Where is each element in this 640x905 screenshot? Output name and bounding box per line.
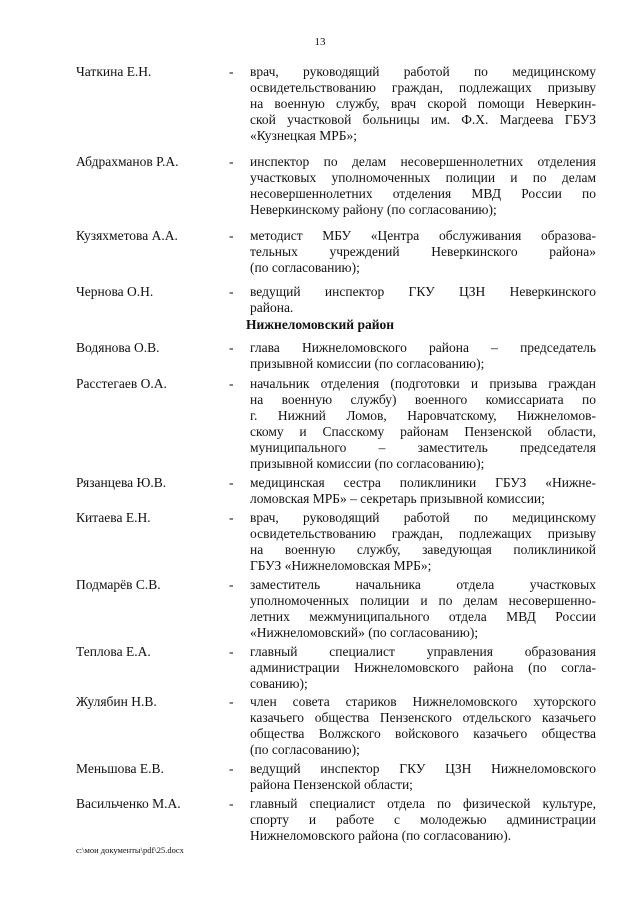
dash-separator: - [229,475,234,490]
member-role [250,475,596,507]
role-line: глава Нижнеломовского района – председатель [250,340,596,355]
role-line: сованию); [250,676,308,692]
role-line: врач, руководящий работой по медицинскому [250,510,596,525]
role-line: освидетельствованию граждан, подлежащих призыву [250,526,596,542]
member-role [250,577,596,641]
dash-separator: - [229,64,234,79]
role-line: (по согласованию); [250,742,360,758]
role-line: медицинская сестра поликлиники ГБУЗ «Нижне- [250,475,596,490]
role-line: ской участковой больницы им. Ф.Х. Магдеева ГБУЗ [250,112,596,128]
role-line: ломовская МРБ» – секретарь призывной комиссии; [250,491,545,507]
member-name: Расстегаев О.А. [76,376,167,391]
member-role [250,154,596,218]
role-line: казачьего общества Пензенского отдельского казачьего [250,710,596,726]
member-name: Меньшова Е.В. [76,761,164,776]
role-line: член совета стариков Нижнеломовского хуторского [250,694,596,709]
member-name: Теплова Е.А. [76,644,151,659]
role-line: освидетельствованию граждан, подлежащих призыву [250,80,596,96]
role-line: района. [250,300,294,316]
role-line: спорту и работе с молодежью администрации [250,812,596,828]
member-role [250,510,596,574]
role-line: на военную службу) военного комиссариата по [250,392,596,408]
role-line: «Кузнецкая МРБ»; [250,128,357,144]
role-line: главный специалист отдела по физической культуре, [250,796,596,811]
member-name: Китаева Е.Н. [76,510,151,525]
member-role [250,376,596,473]
member-name: Подмарёв С.В. [76,577,161,592]
role-line: района Пензенской области; [250,777,413,793]
member-role [250,761,596,793]
role-line: начальник отделения (подготовки и призыва граждан [250,376,596,391]
dash-separator: - [229,510,234,525]
role-line: общества Волжского войскового казачьего общества [250,726,596,742]
dash-separator: - [229,340,234,355]
role-line: главный специалист управления образования [250,644,596,659]
member-role [250,284,596,316]
role-line: призывной комиссии (по согласованию); [250,356,485,372]
role-line: методист МБУ «Центра обслуживания образова- [250,228,596,243]
role-line: ведущий инспектор ГКУ ЦЗН Нижнеломовского [250,761,596,776]
member-role [250,644,596,692]
role-line: Нижнеломовского района (по согласованию). [250,828,512,844]
role-line: ведущий инспектор ГКУ ЦЗН Неверкинского [250,284,596,299]
role-line: Неверкинскому району (по согласованию); [250,202,497,218]
member-name: Кузяхметова А.А. [76,228,178,243]
role-line: г. Нижний Ломов, Наровчатскому, Нижнеломов- [250,408,596,424]
member-name: Чаткина Е.Н. [76,64,152,79]
member-name: Жулябин Н.В. [76,694,157,709]
role-line: тельных учреждений Неверкинского района» [250,244,596,260]
dash-separator: - [229,376,234,391]
member-name: Водянова О.В. [76,340,160,355]
member-role [250,64,596,144]
role-line: уполномоченных полиции и по делам несовершенно- [250,593,596,609]
page-number: 13 [314,36,326,48]
role-line: скому и Спасскому районам Пензенской области, [250,424,596,440]
section-title: Нижнеломовский район [245,317,395,332]
member-name: Абдрахманов Р.А. [76,154,179,169]
member-role [250,340,596,372]
dash-separator: - [229,796,234,811]
role-line: (по согласованию); [250,260,360,276]
role-line: администрации Нижнеломовского района (по согла- [250,660,596,676]
dash-separator: - [229,154,234,169]
role-line: на военную службу, врач скорой помощи Неверкин- [250,96,596,112]
dash-separator: - [229,577,234,592]
role-line: инспектор по делам несовершеннолетних отделения [250,154,596,169]
role-line: ГБУЗ «Нижнеломовская МРБ»; [250,558,432,574]
member-name: Чернова О.Н. [76,284,154,299]
dash-separator: - [229,761,234,776]
role-line: несовершеннолетних отделения МВД России по [250,186,596,202]
member-name: Васильченко М.А. [76,796,181,811]
dash-separator: - [229,228,234,243]
role-line: участковых уполномоченных полиции и по делам [250,170,596,186]
dash-separator: - [229,284,234,299]
dash-separator: - [229,694,234,709]
role-line: призывной комиссии (по согласованию); [250,456,485,472]
dash-separator: - [229,644,234,659]
role-line: заместитель начальника отдела участковых [250,577,596,592]
role-line: муниципального – заместитель председателя [250,440,596,456]
member-role [250,228,596,276]
member-role [250,694,596,758]
member-name: Рязанцева Ю.В. [76,475,167,490]
footer-file-path: c:\мои документы\pdf\25.docx [76,845,184,855]
role-line: летних межмуниципального отдела МВД России [250,609,596,625]
role-line: «Нижнеломовский» (по согласованию); [250,625,479,641]
member-role [250,796,596,844]
role-line: на военную службу, заведующая поликлиникой [250,542,596,558]
role-line: врач, руководящий работой по медицинскому [250,64,596,79]
